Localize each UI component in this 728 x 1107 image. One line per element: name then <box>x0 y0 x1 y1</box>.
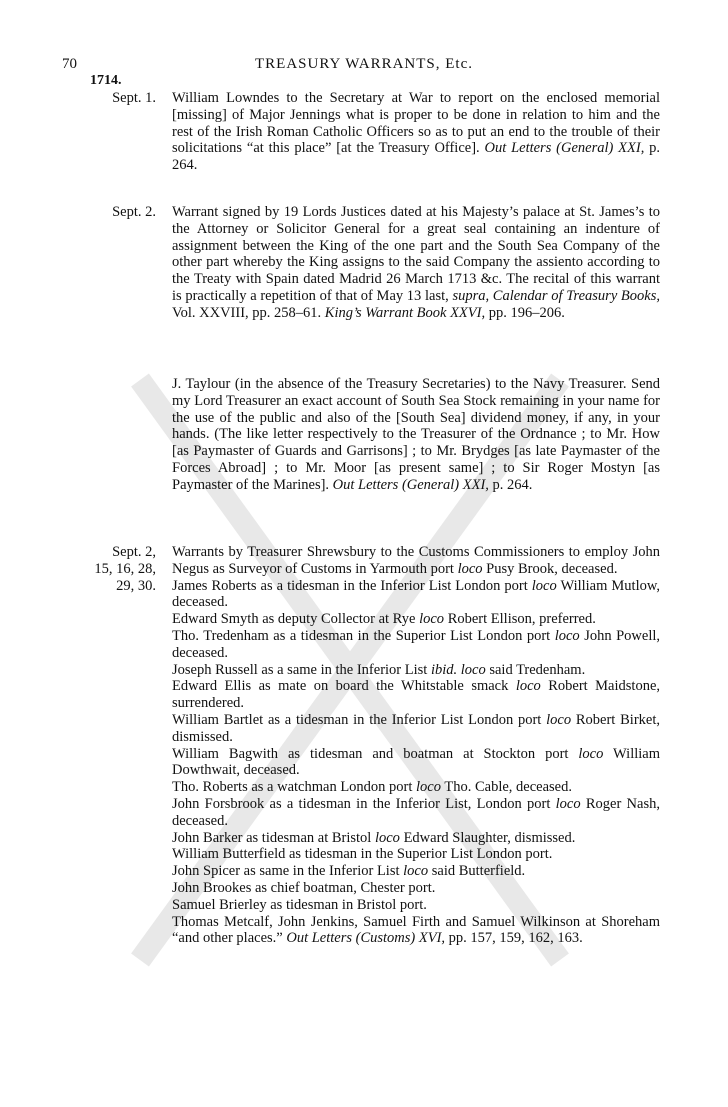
entry-body: William Lowndes to the Secretary at War to report on the enclosed memorial [missing] of Major Jennings what is proper to be done in relation to him and the rest of the Irish Roman Catholic Officers so as to put an end to the trouble of their solicitations “at this place” [at the Treasury Office]. <box>172 90 660 157</box>
customs-item-text: Joseph Russell as a same in the Inferior List <box>172 661 431 678</box>
loco-word: loco <box>531 577 557 594</box>
customs-item-text: William Butterfield as tidesman in the Superior List London port. <box>172 846 553 863</box>
loco-word: loco <box>416 779 441 796</box>
customs-item <box>172 678 660 712</box>
customs-item-tail: Roger Nash, deceased. <box>172 795 660 829</box>
customs-item-text: Edward Smyth as deputy Collector at Rye <box>172 611 420 628</box>
customs-item-text: Tho. Roberts as a watchman London port <box>172 779 417 796</box>
customs-item-tail: Robert Birket, dismissed. <box>172 711 660 745</box>
customs-item-tail: Robert Ellison, preferred. <box>444 611 596 628</box>
customs-item-text: John Barker as tidesman at Bristol <box>172 829 375 846</box>
entry-body: J. Taylour (in the absence of the Treasury Secretaries) to the Navy Treasurer. Send my Lord Treasurer an exact account of South Sea Stock remaining in your name for the use of the public and also of the [South Sea] dividend money, if any, in your hands. (The like letter respectively to the Treasurer of the Ordnance ; to Mr. How [as Paymaster of Guards and Garrisons] ; to Mr. Brydges [as late Paymaster of the Forces Abroad] ; to Mr. Moor [as present same] ; to Sir Roger Mostyn [as Paymaster of the Marines]. <box>172 376 660 493</box>
customs-item <box>172 897 660 914</box>
customs-item <box>172 779 660 796</box>
entry-supra: supra, Calendar of Treasury Books, <box>452 287 660 304</box>
entry-text <box>172 376 660 494</box>
entry-mid: Vol. XXVIII, pp. 258–61. <box>172 304 325 321</box>
entry-ref: Out Letters (General) XXI, <box>484 140 645 157</box>
page-number: 70 <box>62 56 77 72</box>
customs-item-text: James Roberts as a tidesman in the Inferior List London port <box>172 577 532 594</box>
entry-text <box>172 90 660 174</box>
customs-item-text: John Forsbrook as a tidesman in the Inferior List, London port <box>172 795 556 812</box>
loco-word: loco <box>374 829 400 846</box>
customs-item-text: William Bartlet as a tidesman in the Inferior List London port <box>172 711 547 728</box>
customs-item-tail: Edward Slaughter, dismissed. <box>399 829 576 846</box>
customs-item <box>172 712 660 746</box>
entry-date <box>60 544 156 594</box>
date-line: 15, 16, 28, <box>94 560 156 577</box>
loco-word: loco <box>554 627 580 644</box>
entry-date: Sept. 1. <box>112 90 156 106</box>
customs-intro-tail: Pusy Brook, deceased. <box>482 560 618 577</box>
customs-item-tail: said Tredenham. <box>485 661 586 678</box>
entry-ref: King’s Warrant Book XXVI, <box>324 304 486 321</box>
entry-date: Sept. 2. <box>112 204 156 220</box>
entry-ref-tail: p. 264. <box>172 140 661 174</box>
entry-ref-tail: pp. 157, 159, 162, 163. <box>445 930 583 947</box>
customs-item-text: Tho. Tredenham as a tidesman in the Superior List London port <box>172 627 555 644</box>
customs-item <box>172 662 660 679</box>
loco-word: loco <box>578 745 604 762</box>
loco-word: loco <box>403 863 429 880</box>
customs-item-tail: William Mutlow, deceased. <box>172 577 661 611</box>
customs-item <box>172 846 660 863</box>
entry-ref: Out Letters (Customs) XVI, <box>286 930 446 947</box>
customs-item-text: Edward Ellis as mate on board the Whitstable smack <box>172 678 516 695</box>
entry-ref: Out Letters (General) XXI, <box>332 476 489 493</box>
date-line: 29, 30. <box>116 577 156 594</box>
customs-item-tail: Tho. Cable, deceased. <box>441 779 572 796</box>
customs-item <box>172 830 660 847</box>
entry-body: Warrant signed by 19 Lords Justices dated at his Majesty’s palace at St. James’s to the Attorney or Solicitor General for a great seal containing an indenture of assignment between the King of the one part and the South Sea Company of the other part whereby the King assigns to the said Company the assiento according to the Treaty with Spain dated Madrid 26 March 1713 &c. The recital of this warrant is practically a repetition of that of May 13 last, <box>172 204 660 304</box>
customs-item-tail: Robert Maidstone, surrendered. <box>172 678 661 712</box>
customs-item-text: John Spicer as same in the Inferior List <box>172 863 404 880</box>
customs-item <box>172 746 660 780</box>
entry-ref-tail: p. 264. <box>488 476 533 493</box>
loco-word: loco <box>457 560 483 577</box>
date-line: Sept. 2, <box>112 544 156 560</box>
loco-word: ibid. loco <box>430 661 486 678</box>
customs-list <box>172 578 660 914</box>
customs-item <box>172 628 660 662</box>
loco-word: loco <box>419 611 445 628</box>
year-label: 1714. <box>90 73 122 88</box>
customs-item <box>172 796 660 830</box>
loco-word: loco <box>546 711 572 728</box>
customs-item-text: William Bagwith as tidesman and boatman at Stockton port <box>172 745 579 762</box>
customs-item <box>172 863 660 880</box>
customs-item <box>172 611 660 628</box>
customs-item-tail: said Butterfield. <box>428 863 526 880</box>
customs-intro: Warrants by Treasurer Shrewsbury to the Customs Commissioners to employ John Negus as Surveyor of Customs in Yarmouth port <box>172 544 660 577</box>
entry-text <box>172 544 660 947</box>
customs-item-tail: John Powell, deceased. <box>172 627 661 661</box>
customs-item-text: Samuel Brierley as tidesman in Bristol port. <box>172 896 427 913</box>
loco-word: loco <box>555 795 581 812</box>
customs-last: Thomas Metcalf, John Jenkins, Samuel Firth and Samuel Wilkinson at Shoreham “and other places.” <box>172 913 660 947</box>
loco-word: loco <box>515 678 541 695</box>
customs-item <box>172 578 660 612</box>
customs-item <box>172 880 660 897</box>
running-title: TREASURY WARRANTS, Etc. <box>254 56 473 72</box>
customs-item-text: John Brookes as chief boatman, Chester port. <box>172 879 436 896</box>
customs-item-tail: William Dowthwait, deceased. <box>172 745 660 779</box>
entry-ref-tail: pp. 196–206. <box>485 304 565 321</box>
entry-text <box>172 204 660 322</box>
